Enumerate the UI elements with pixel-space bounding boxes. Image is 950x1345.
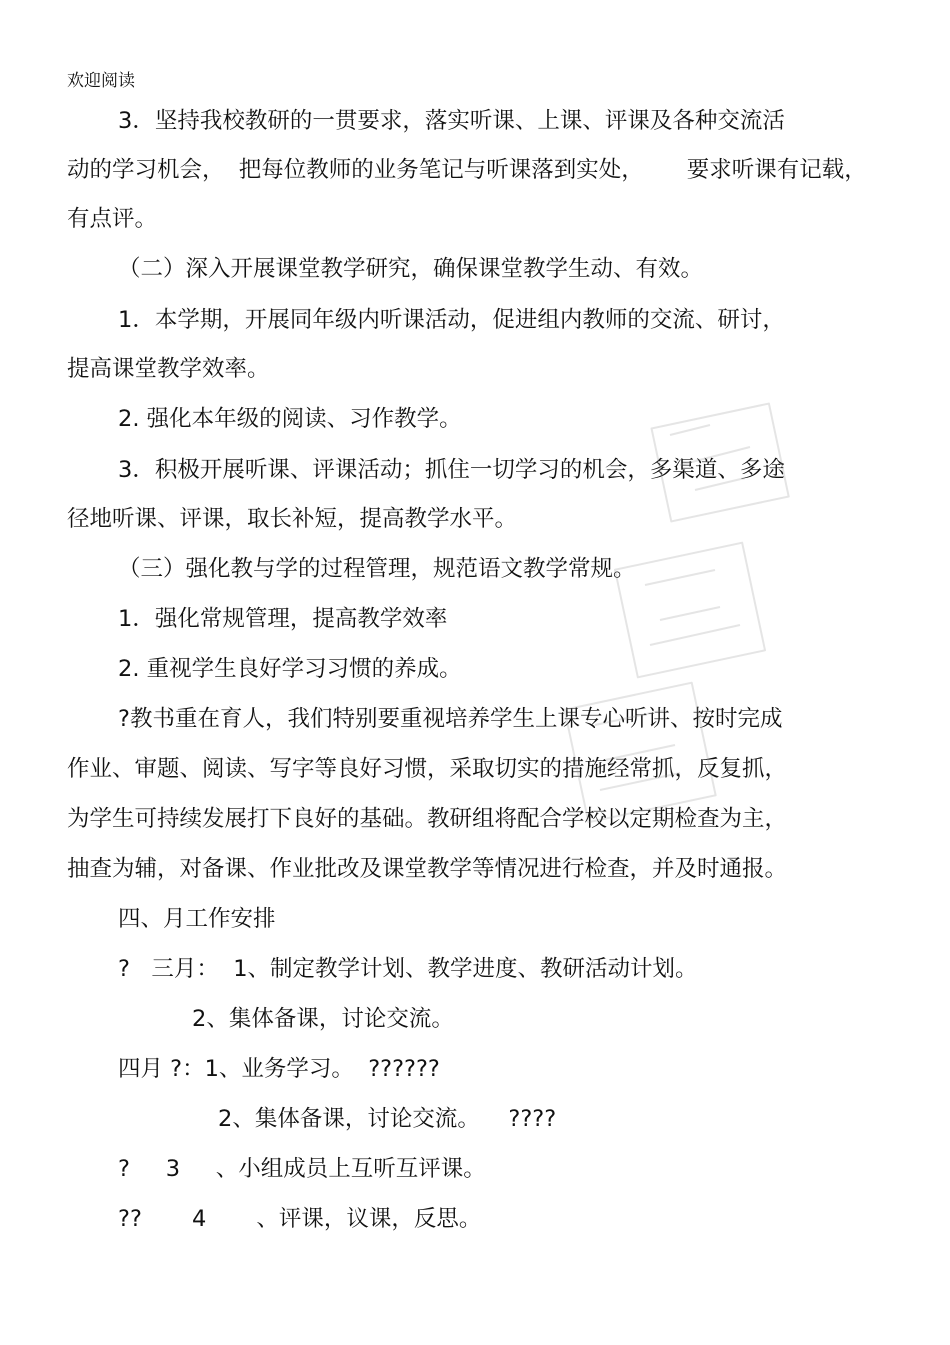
paragraph-line: 3．坚持我校教研的一贯要求，落实听课、上课、评课及各种交流活	[118, 108, 785, 134]
section-heading: 四、月工作安排	[118, 906, 276, 932]
section-heading: （三）强化教与学的过程管理，规范语文教学常规。	[118, 556, 636, 582]
schedule-line: 2、集体备课，讨论交流。 ????	[218, 1106, 557, 1132]
paragraph-line: 2. 重视学生良好学习习惯的养成。	[118, 656, 462, 682]
watermark-graphic	[520, 395, 820, 855]
paragraph-line: 抽查为辅，对备课、作业批改及课堂教学等情况进行检查，并及时通报。	[67, 856, 788, 882]
schedule-line: ?? 4 、评课，议课，反思。	[118, 1206, 482, 1232]
paragraph-line: ?教书重在育人，我们特别要重视培养学生上课专心听讲、按时完成	[118, 706, 783, 732]
paragraph-line: 2. 强化本年级的阅读、习作教学。	[118, 406, 462, 432]
section-heading: （二）深入开展课堂教学研究，确保课堂教学生动、有效。	[118, 256, 704, 282]
paragraph-line: 1．本学期，开展同年级内听课活动，促进组内教师的交流、研讨，	[118, 307, 785, 333]
schedule-line: ? 三月： 1、制定教学计划、教学进度、教研活动计划。	[118, 956, 698, 982]
paragraph-line: 动的学习机会， 把每位教师的业务笔记与听课落到实处， 要求听课有记载，	[67, 157, 867, 183]
page-header: 欢迎阅读	[67, 71, 135, 91]
schedule-line: ? 3 、小组成员上互听互评课。	[118, 1156, 486, 1182]
paragraph-line: 径地听课、评课，取长补短，提高教学水平。	[67, 506, 518, 532]
paragraph-line: 有点评。	[67, 206, 158, 232]
paragraph-line: 1．强化常规管理，提高教学效率	[118, 606, 448, 632]
schedule-line: 2、集体备课，讨论交流。	[192, 1006, 454, 1032]
schedule-line: 四月 ?：1、业务学习。 ??????	[118, 1056, 440, 1082]
paragraph-line: 3．积极开展听课、评课活动；抓住一切学习的机会，多渠道、多途	[118, 457, 785, 483]
paragraph-line: 为学生可持续发展打下良好的基础。教研组将配合学校以定期检查为主，	[67, 806, 788, 832]
paragraph-line: 提高课堂教学效率。	[67, 356, 270, 382]
paragraph-line: 作业、审题、阅读、写字等良好习惯，采取切实的措施经常抓，反复抓，	[67, 756, 788, 782]
